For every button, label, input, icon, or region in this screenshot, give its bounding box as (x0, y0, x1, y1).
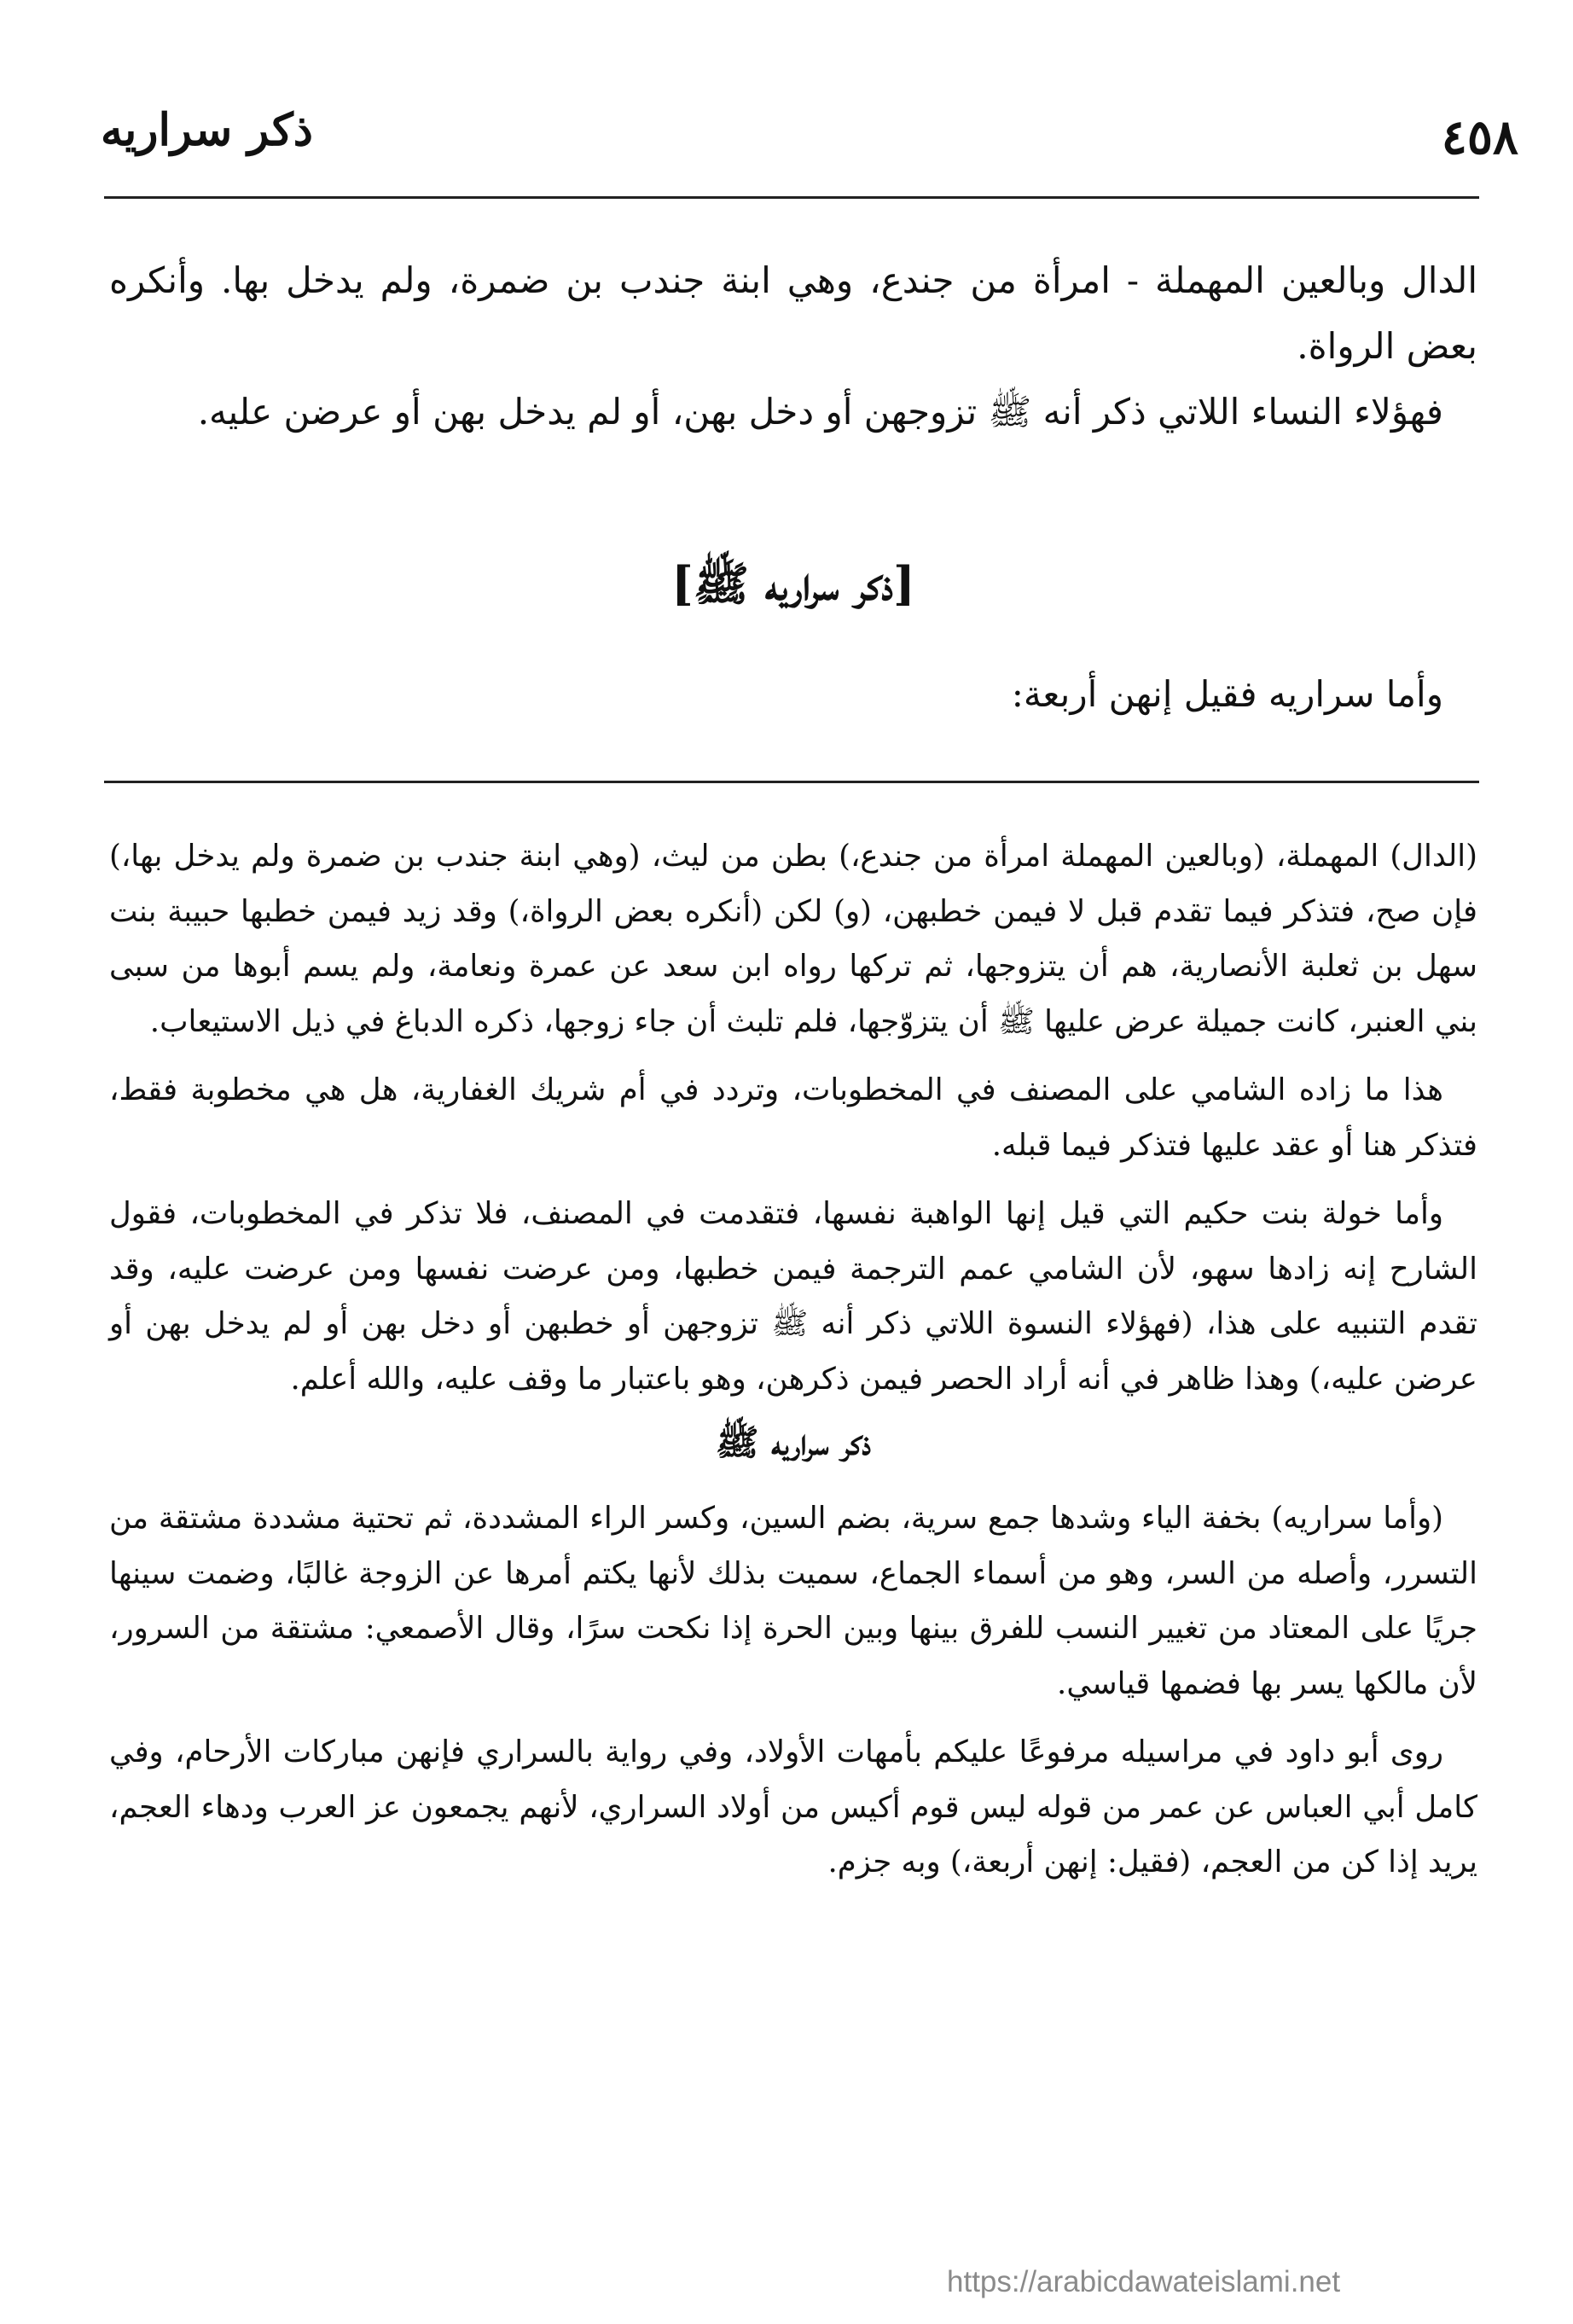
commentary-text (109, 829, 1477, 1904)
commentary-paragraph-4: (وأما سراريه) بخفة الياء وشدها جمع سرية، بضم السين، وكسر الراء المشددة، ثم تحتية مشددة مشتقة من التسرر، وأصله من السر، وهو من أسماء الجماع، سميت بذلك لأنها يكتم أمرها عن الزوجة غالبًا، وضمت سينها جريًا على المعتاد من تغيير النسب للفرق بينها وبين الحرة إذا نكحت سرًا، وقال الأصمعي: مشتقة من السرور، لأن مالكها يسر بها فضمها قياسي. (109, 1501, 1477, 1701)
watermark-url: https://arabicdawateislami.net (947, 2265, 1341, 2298)
commentary-divider (104, 781, 1479, 783)
commentary-paragraph-5: روى أبو داود في مراسيله مرفوعًا عليكم بأمهات الأولاد، وفي رواية بالسراري فإنهن مباركات الأرحام، وفي كامل أبي العباس عن عمر من قوله ليس قوم أكيس من أولاد السراري، لأنهم يجمعون عز العرب ودهاء العجم، يريد إذا كن من العجم، (فقيل: إنهن أربعة،) وبه جزم. (109, 1734, 1477, 1880)
commentary-paragraph-3: وأما خولة بنت حكيم التي قيل إنها الواهبة نفسها، فتقدمت في المصنف، فلا تذكر في المخطوبات، فقول الشارح إنه زادها سهو، لأن الشامي عمم الترجمة فيمن خطبها، ومن عرضت نفسها ومن عرضت عليه، وقد تقدم التنبيه على هذا، (فهؤلاء النسوة اللاتي ذكر أنه ﷺ تزوجهن أو خطبهن أو دخل بهن أو لم يدخل بهن أو عرضن عليه،) وهذا ظاهر في أنه أراد الحصر فيمن ذكرهن، وهو باعتبار ما وقف عليه، والله أعلم. (109, 1196, 1477, 1397)
main-text-paragraph-2: فهؤلاء النساء اللاتي ذكر أنه ﷺ تزوجهن أو دخل بهن، أو لم يدخل بهن أو عرضن عليه. (197, 391, 1443, 433)
main-text-lower (109, 661, 1477, 727)
main-section-heading: [ذكر سراريه ﷺ] (671, 556, 915, 611)
running-header-title: ذكر سراريه (101, 104, 313, 156)
main-text-paragraph-1: الدال وبالعين المهملة - امرأة من جندع، وهي ابنة جندب بن ضمرة، ولم يدخل بها. وأنكره بعض الرواة. (109, 259, 1477, 367)
main-text-upper (109, 247, 1477, 444)
commentary-paragraph-1: (الدال) المهملة، (وبالعين المهملة امرأة من جندع،) بطن من ليث، (وهي ابنة جندب بن ضمرة ولم يدخل بها،) فإن صح، فتذكر فيما تقدم قبل لا فيمن خطبهن، (و) لكن (أنكره بعض الرواة،) وقد زيد فيمن خطبها حبيبة بنت سهل بن ثعلبة الأنصارية، هم أن يتزوجها، ثم تركها رواه ابن سعد عن عمرة ونعامة، ولم يسم أبوها من سبى بني العنبر، كانت جميلة عرض عليها ﷺ أن يتزوّجها، فلم تلبث أن جاء زوجها، ذكره الدباغ في ذيل الاستيعاب. (109, 839, 1477, 1039)
page-number: ٤٥٨ (1441, 109, 1518, 166)
header-divider (104, 196, 1479, 199)
main-text-paragraph-3: وأما سراريه فقيل إنهن أربعة: (1011, 673, 1443, 715)
commentary-paragraph-2: هذا ما زاده الشامي على المصنف في المخطوبات، وتردد في أم شريك الغفارية، هل هي مخطوبة فقط، فتذكر هنا أو عقد عليها فتذكر فيما قبله. (109, 1072, 1477, 1163)
commentary-section-heading: ذكر سراريه ﷺ (715, 1421, 872, 1463)
